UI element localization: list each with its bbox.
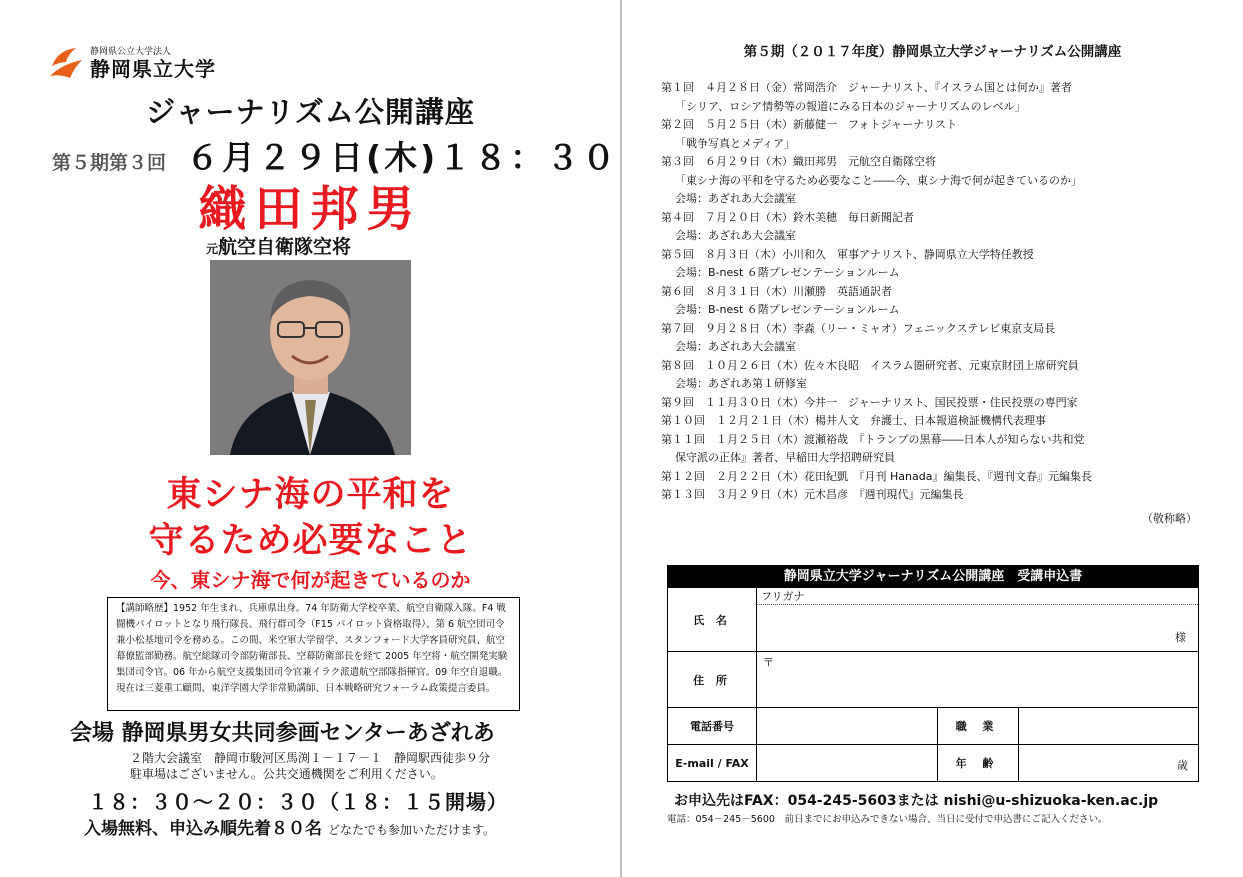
series-title: ジャーナリズム公開講座	[146, 95, 475, 129]
left-page	[0, 0, 621, 877]
speaker-bio: 【講師略歴】1952 年生まれ、兵庫県出身。74 年防衛大学校卒業、航空自衛隊入隊。F4 戦闘機パイロットとなり飛行隊長、飛行群司令（F15 パイロット資格取得）、第 6 航空団司令兼小松基地司令を務める。この間、米空軍大学留学、スタンフォード大学客員研究員、航空幕僚監部勤務。航空総隊司令部防衛部長、空幕防衛部長を経て 2005 年空将・航空開発実験集団司令官。06 年から航空支援集団司令官兼イラク派遣航空部隊指揮官。09 年空自退職。現在は三菱重工顧問、東洋学園大学非常勤講師、日本戦略研究フォーラム政策提言委員。	[107, 597, 520, 711]
schedule-entry: 会場：B-nest ６階プレゼンテーションルーム	[675, 266, 900, 279]
right-page	[622, 0, 1243, 877]
session-date: ６月２９日(木)１８：３０	[186, 138, 619, 177]
venue-details	[130, 750, 490, 782]
schedule-entry: 第９回 １１月３０日（木）今井一 ジャーナリスト、国民投票・住民投票の専門家	[661, 395, 1078, 409]
schedule-entry: 会場：あざれあ大会議室	[675, 229, 796, 242]
admission-text: 入場無料、申込み順先着８０名	[84, 819, 322, 839]
schedule-entry: 第２回 ５月２５日（木）新藤健一 フォトジャーナリスト	[661, 118, 958, 131]
phone-label: 電話番号	[668, 708, 757, 744]
speaker-portrait-illustration	[210, 260, 411, 455]
schedule-entry: 第１０回 １２月２１日（木）楊井人文 弁護士、日本報道検証機構代表理事	[661, 414, 1046, 427]
schedule-entry: 会場：あざれあ大会議室	[675, 192, 796, 205]
form-title: 静岡県立大学ジャーナリズム公開講座 受講申込書	[668, 566, 1198, 587]
furigana-label: フリガナ	[761, 590, 805, 603]
admission-info	[84, 814, 495, 839]
job-field[interactable]	[1019, 708, 1199, 744]
form-row-address	[668, 651, 1198, 707]
schedule-entry: 「東シナ海の平和を守るため必要なこと――今、東シナ海で何が起きているのか」	[675, 173, 1082, 187]
job-label: 職 業	[938, 708, 1019, 744]
logo-big-text: 静岡県立大学	[90, 56, 216, 81]
email-label: E-mail / FAX	[668, 745, 757, 781]
furigana-field[interactable]	[757, 588, 1198, 605]
postal-mark: 〒	[763, 656, 774, 669]
phone-field[interactable]	[757, 708, 938, 744]
form-row-phone	[668, 707, 1198, 744]
address-label: 住 所	[668, 652, 757, 707]
schedule-entry: 会場：あざれあ大会議室	[675, 340, 796, 353]
venue-address: ２階大会議室 静岡市駿河区馬渕１－１７－１ 静岡駅西徒歩９分	[130, 751, 491, 765]
contact-phone-note: 電話：054－245－5600 前日までにお申込みできない場合、当日に受付で申込書にご記入ください。	[667, 814, 1108, 825]
schedule-entry: 会場：あざれあ第１研修室	[675, 377, 807, 390]
venue-title: 会場 静岡県男女共同参画センターあざれあ	[70, 721, 495, 746]
schedule-entry: 第１３回 ３月２９日（木）元木昌彦 『週刊現代』元編集長	[661, 488, 964, 501]
university-logo	[48, 46, 216, 80]
schedule-entry: 第６回 ８月３１日（木）川瀬勝 英語通訳者	[661, 284, 892, 298]
honorific-note: （敬称略）	[1142, 512, 1197, 525]
schedule-entry: 保守派の正体』著者、早稲田大学招聘研究員	[675, 451, 895, 464]
schedule-entry: 第４回 ７月２０日（木）鈴木美穂 毎日新聞記者	[661, 210, 914, 224]
form-row-email	[668, 744, 1198, 781]
topic-subtitle: 今、東シナ海で何が起きているのか	[150, 568, 471, 592]
speaker-photo	[210, 260, 411, 455]
schedule-entry: 第１２回 ２月２２日（木）花田紀凱 『月刊 Hanada』編集長、『週刊文春』元編集長	[661, 469, 1092, 483]
schedule-entry: 第３回 ６月２９日（木）織田邦男 元航空自衛隊空将	[661, 155, 936, 168]
schedule-entry: 会場：B-nest ６階プレゼンテーションルーム	[675, 303, 900, 316]
application-form	[667, 565, 1199, 782]
sama-suffix: 様	[1175, 631, 1186, 644]
schedule-entry: 第１１回 １月２５日（木）渡瀬裕哉 『トランプの黒幕――日本人が知らない共和党	[661, 432, 1085, 446]
name-label: 氏 名	[668, 588, 757, 651]
age-suffix: 歳	[1177, 759, 1188, 772]
schedule-entry: 第５回 ８月３日（木）小川和久 軍事アナリスト、静岡県立大学特任教授	[661, 247, 1034, 261]
age-label: 年 齢	[938, 745, 1019, 781]
lecture-schedule	[661, 79, 1221, 505]
admission-note: どなたでも参加いただけます。	[328, 823, 496, 837]
parking-note: 駐車場はございません。公共交通機関をご利用ください。	[130, 767, 443, 781]
speaker-title-text: 航空自衛隊空将	[218, 236, 352, 258]
speaker-title	[206, 232, 351, 259]
address-field[interactable]	[757, 652, 1198, 707]
session-number: 第５期第３回	[52, 152, 167, 174]
schedule-entry: 第１回 ４月２８日（金）常岡浩介 ジャーナリスト、『イスラム国とは何か』著者	[661, 81, 1072, 94]
schedule-entry: 第７回 ９月２８日（木）李淼（リー・ミャオ）フェニックステレビ東京支局長	[661, 321, 1056, 335]
speaker-title-prefix: 元	[206, 242, 219, 256]
schedule-entry: 第８回 １０月２６日（木）佐々木良昭 イスラム圏研究者、元東京財団上席研究員	[661, 358, 1079, 372]
email-field[interactable]	[757, 745, 938, 781]
event-time: １８：３０～２０：３０（１８：１５開場）	[88, 790, 508, 814]
speaker-name: 織田邦男	[198, 181, 423, 237]
topic-line-1: 東シナ海の平和を	[166, 475, 455, 515]
contact-fax-email: お申込先はFAX：054-245-5603または nishi@u-shizuoka-ken.ac.jp	[674, 793, 1159, 809]
schedule-entry: 「戦争写真とメディア」	[675, 136, 796, 150]
schedule-entry: 「シリア、ロシア情勢等の報道にみる日本のジャーナリズムのレベル」	[675, 99, 1026, 113]
schedule-header: 第５期（２０１７年度）静岡県立大学ジャーナリズム公開講座	[743, 44, 1122, 60]
form-row-name	[668, 587, 1198, 651]
age-field[interactable]	[1019, 745, 1199, 781]
topic-line-2: 守るため必要なこと	[148, 521, 473, 561]
name-field[interactable]	[757, 605, 1198, 651]
logo-small-text: 静岡県公立大学法人	[90, 46, 172, 57]
university-logo-icon	[48, 46, 84, 80]
